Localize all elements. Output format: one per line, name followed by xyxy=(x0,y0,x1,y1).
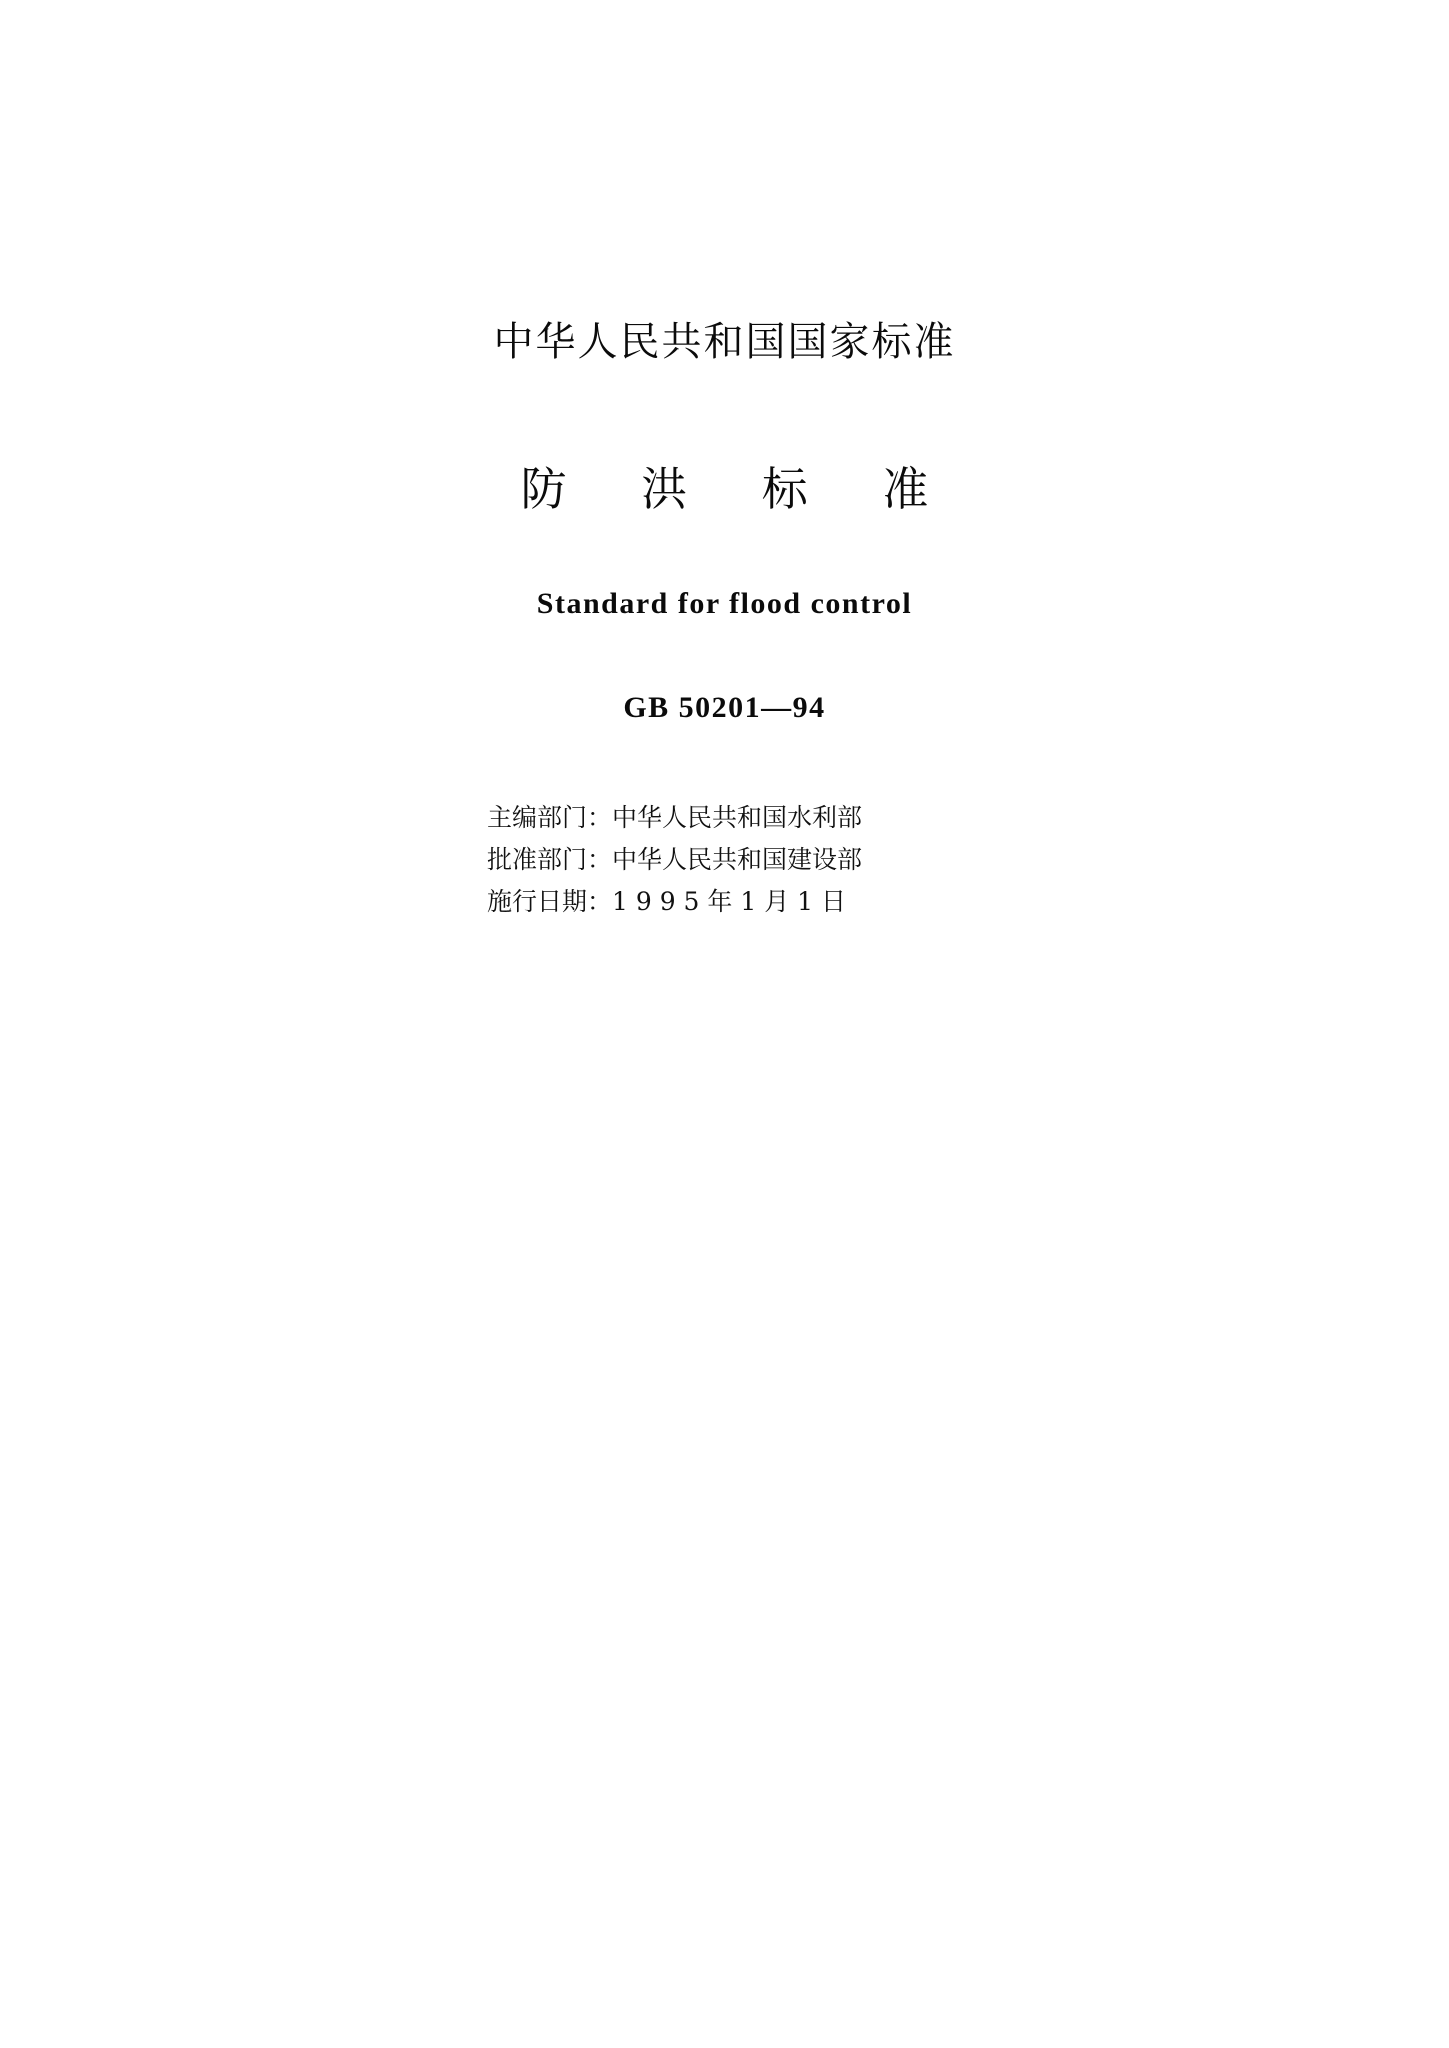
document-title-english: Standard for flood control xyxy=(536,587,913,621)
standard-code: GB 50201—94 xyxy=(623,691,826,725)
title-page-content xyxy=(0,0,1449,923)
national-standard-header: 中华人民共和国国家标准 xyxy=(493,319,956,365)
metadata-line-editing-department: 主编部门：中华人民共和国水利部 xyxy=(487,803,863,833)
metadata-line-approving-department: 批准部门：中华人民共和国建设部 xyxy=(487,845,863,875)
metadata-line-effective-date: 施行日期：1 9 9 5 年 1 月 1 日 xyxy=(487,887,847,917)
publication-metadata xyxy=(0,797,1449,923)
document-title-chinese: 防 洪 标 准 xyxy=(520,462,959,516)
